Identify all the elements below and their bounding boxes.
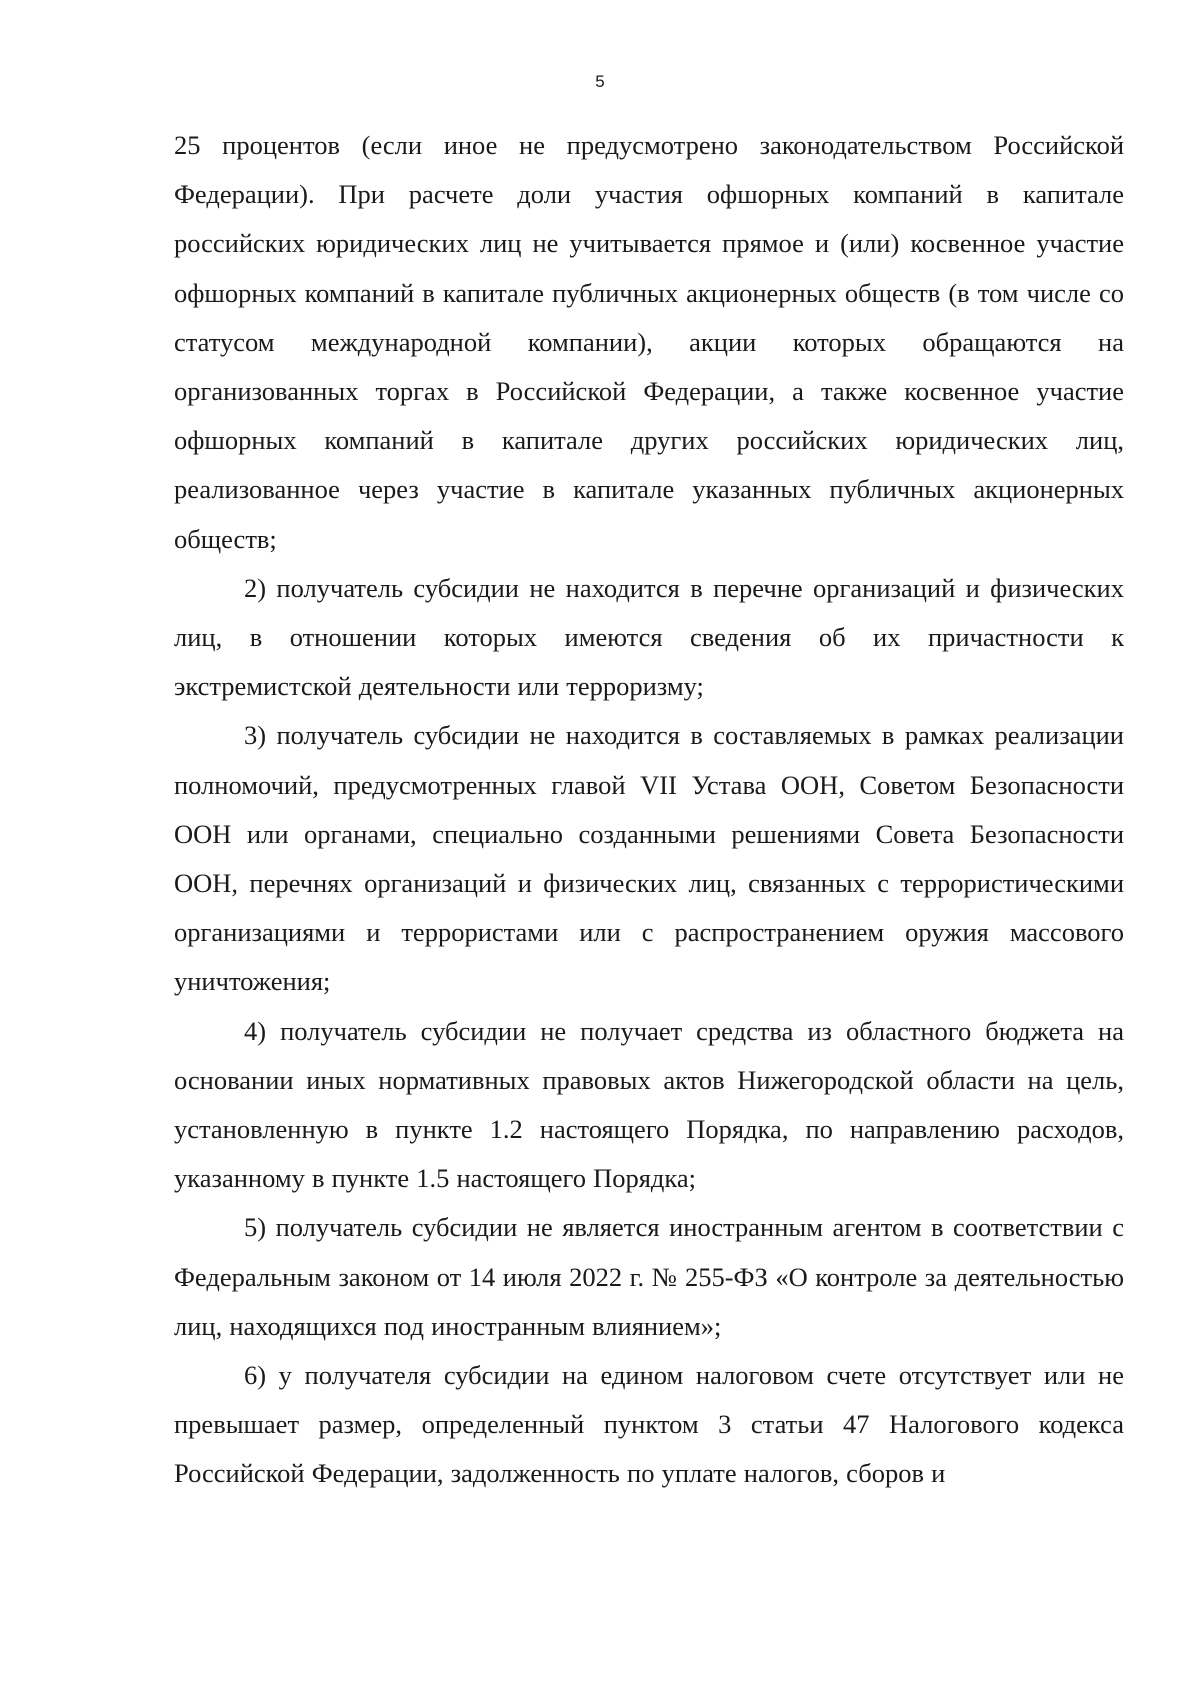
paragraph-item-6: 6) у получателя субсидии на едином налоговом счете отсутствует или не превышает размер, определенный пунктом 3 статьи 47 Налогового кодекса Российской Федерации, задолженность по уплате налогов, сборов и [174,1360,1124,1489]
paragraph-continuation: 25 процентов (если иное не предусмотрено законодательством Российской Федерации). При расчете доли участия офшорных компаний в капитале российских юридических лиц не учитывается прямое и (или) косвенное участие офшорных компаний в капитале публичных акционерных обществ (в том числе со статусом международной компании), акции которых обращаются на организованных торгах в Российской Федерации, а также косвенное участие офшорных компаний в капитале других российских юридических лиц, реализованное через участие в капитале указанных публичных акционерных обществ; [174,130,1124,554]
paragraph-item-3: 3) получатель субсидии не находится в составляемых в рамках реализации полномочий, предусмотренных главой VII Устава ООН, Советом Безопасности ООН или органами, специально созданными решениями Совета Безопасности ООН, перечнях организаций и физических лиц, связанных с террористическими организациями и террористами или с распространением оружия массового уничтожения; [174,720,1124,997]
paragraph-item-4: 4) получатель субсидии не получает средства из областного бюджета на основании иных нормативных правовых актов Нижегородской области на цель, установленную в пункте 1.2 настоящего Порядка, по направлению расходов, указанному в пункте 1.5 настоящего Порядка; [174,1015,1124,1194]
document-body [174,121,1124,1499]
paragraph-item-2: 2) получатель субсидии не находится в перечне организаций и физических лиц, в отношении которых имеются сведения об их причастности к экстремистской деятельности или терроризму; [174,572,1124,702]
page-number: 5 [595,72,605,91]
paragraph-item-5: 5) получатель субсидии не является иностранным агентом в соответствии с Федеральным законом от 14 июля 2022 г. № 255-ФЗ «О контроле за деятельностью лиц, находящихся под иностранным влиянием»; [174,1212,1124,1341]
